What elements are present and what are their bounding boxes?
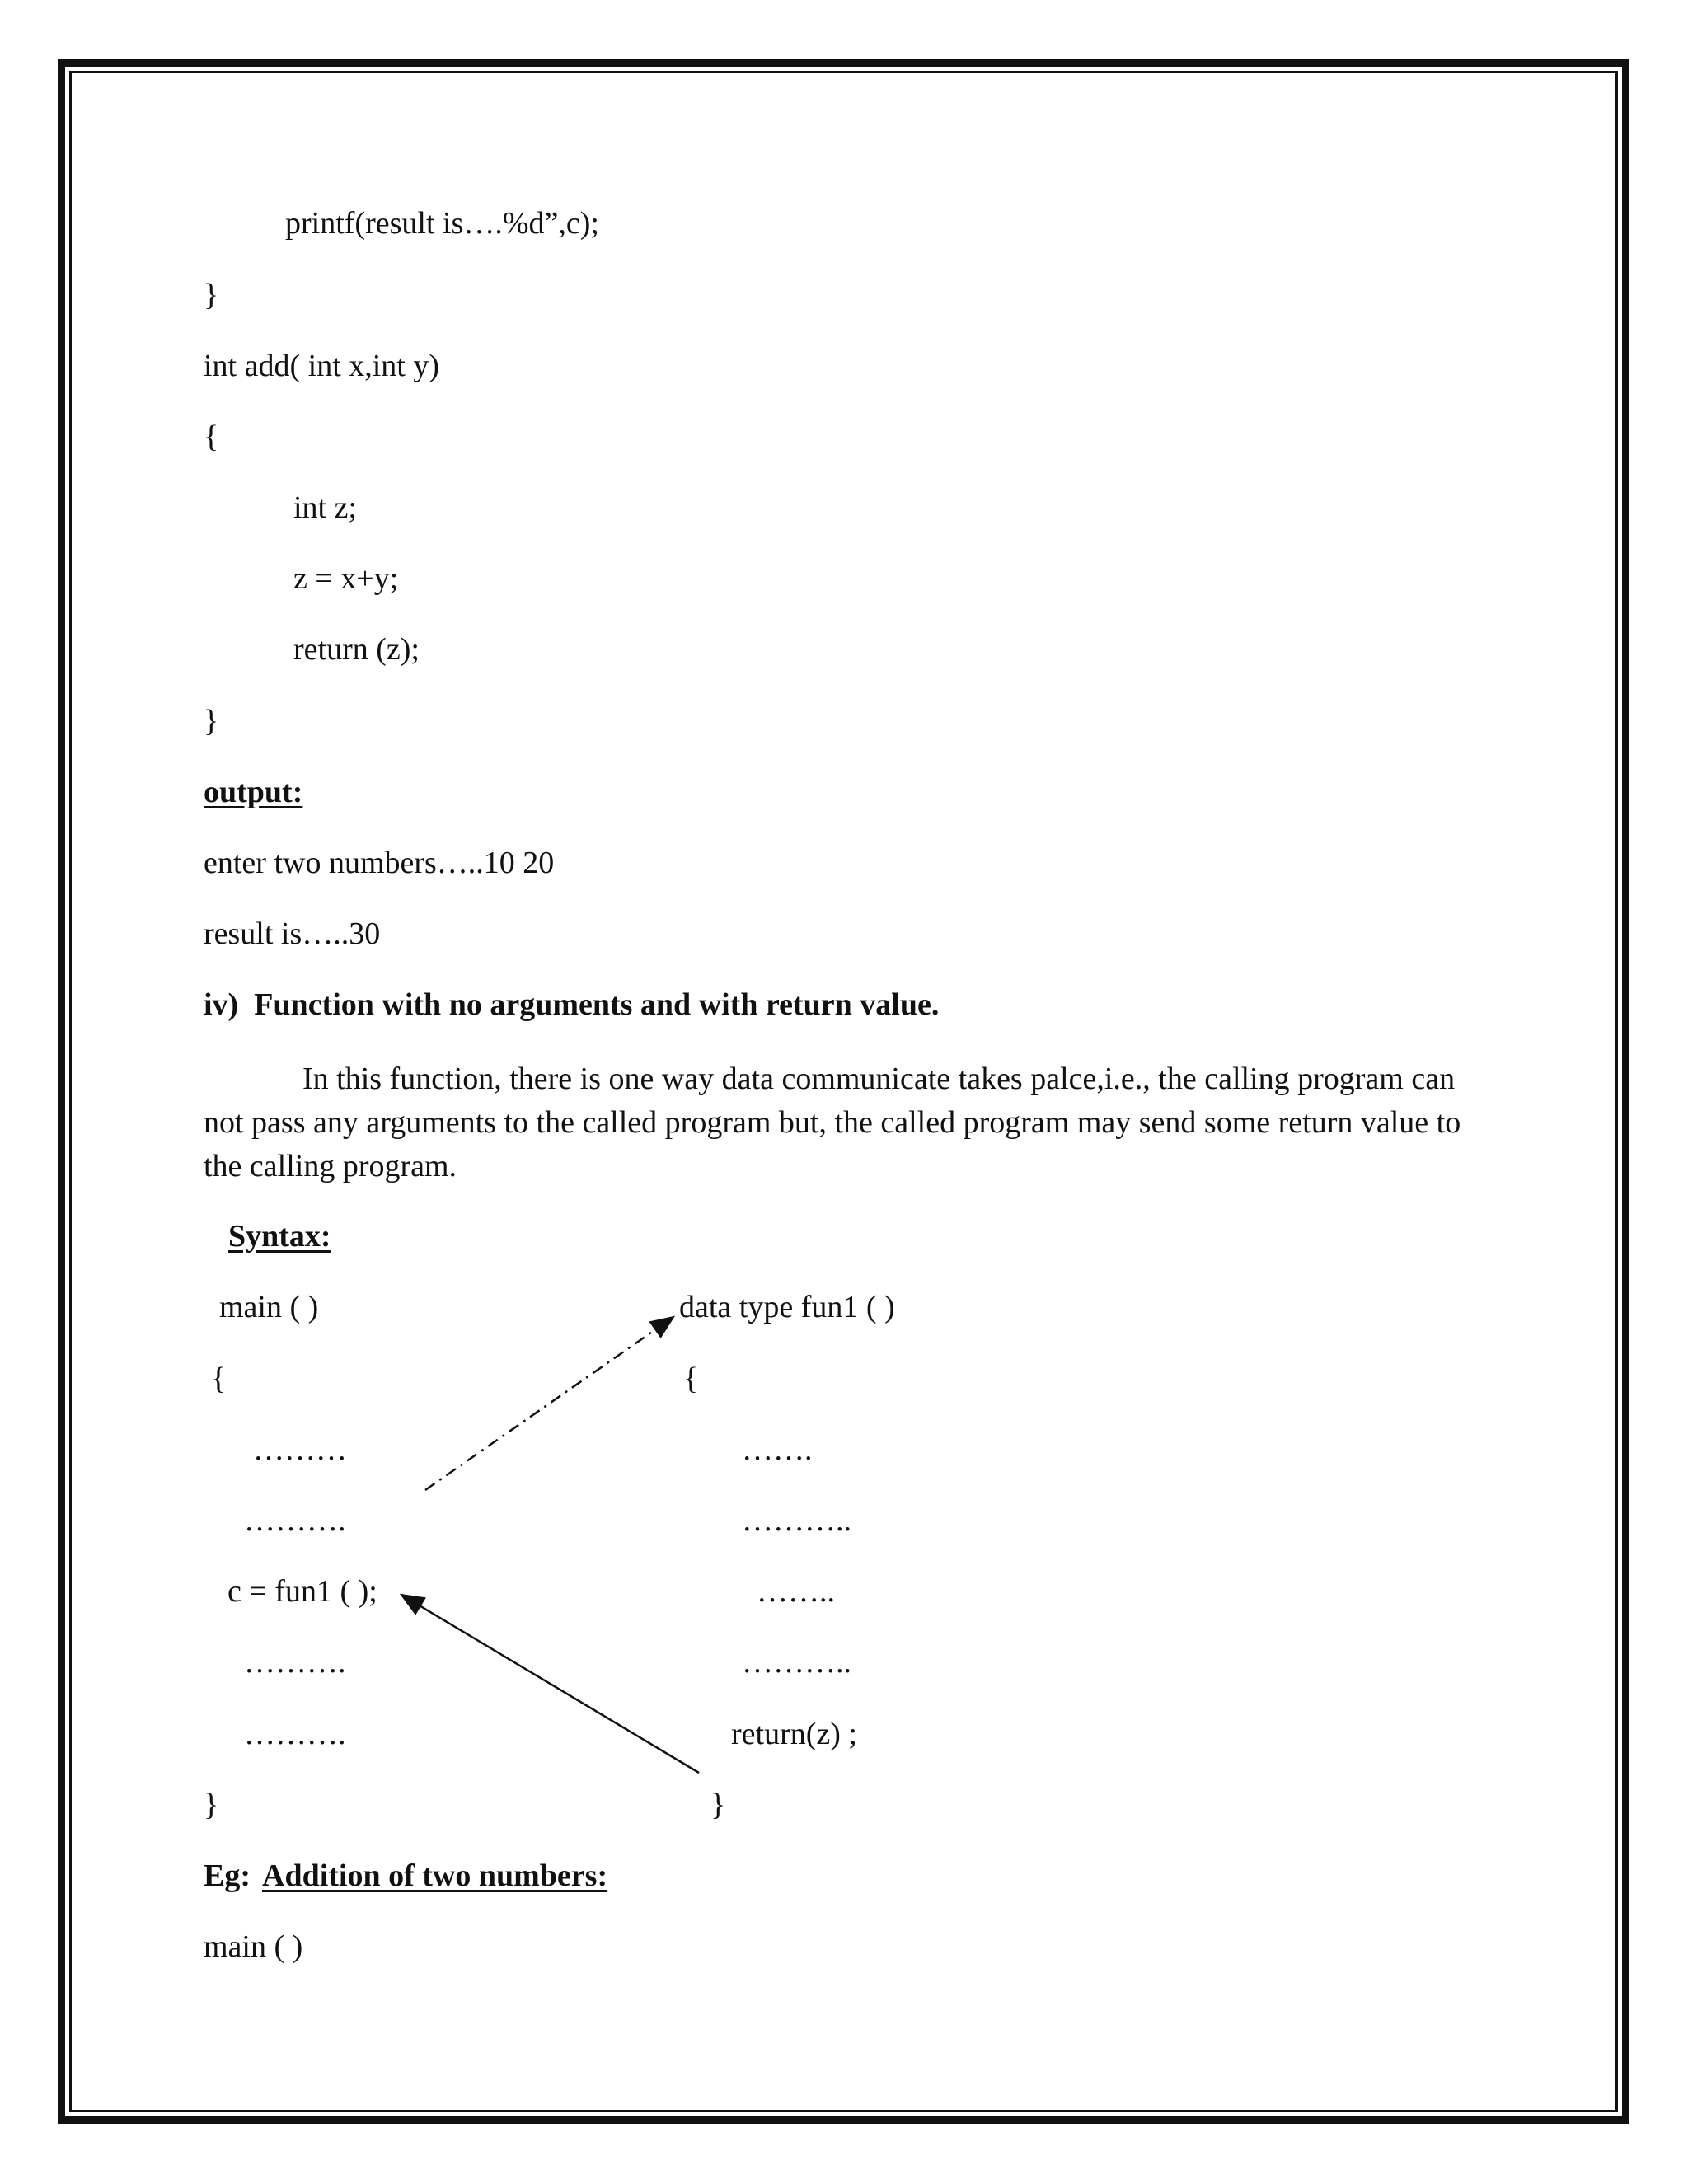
syntax-left-open-brace: { (211, 1361, 227, 1396)
code-line-assign: z = x+y; (293, 561, 399, 596)
syntax-left-dots-4: ………. (244, 1717, 346, 1751)
syntax-left-dots-2: ………. (244, 1503, 346, 1538)
syntax-right-close-brace: } (710, 1788, 726, 1822)
output-line-input: enter two numbers…..10 20 (204, 846, 555, 880)
syntax-right-head: data type fun1 ( ) (679, 1290, 895, 1324)
return-arrow-solid (401, 1595, 699, 1773)
section-paragraph: In this function, there is one way data communicate takes palce,i.e., the calling program can not pass any arguments to the called program but, the called program may send some return value to the calling program. (204, 1062, 1461, 1183)
code-line-close-brace: } (204, 278, 219, 312)
code-line-close-brace-2: } (204, 704, 219, 738)
call-arrow-dashed (425, 1317, 673, 1490)
syntax-right-dots-4: ……….. (742, 1645, 851, 1680)
syntax-right-dots-2: ……….. (742, 1503, 851, 1538)
code-line-open-brace: { (204, 419, 219, 454)
example-title: Addition of two numbers: (262, 1858, 608, 1893)
syntax-left-close-brace: } (204, 1788, 219, 1822)
code-line-add-signature: int add( int x,int y) (204, 349, 440, 383)
section-heading: iv) Function with no arguments and with return value. (204, 987, 940, 1022)
syntax-right-dots-1: ……. (742, 1432, 813, 1467)
code-line-int-z: int z; (293, 490, 358, 525)
syntax-right-dots-3: …….. (757, 1574, 835, 1609)
syntax-heading: Syntax: (228, 1219, 331, 1254)
output-heading: output: (204, 775, 303, 809)
code-line-return: return (z); (293, 632, 420, 667)
example-prefix: Eg: (204, 1858, 251, 1893)
syntax-right-open-brace: { (683, 1361, 699, 1396)
syntax-left-head: main ( ) (219, 1290, 319, 1324)
syntax-left-call: c = fun1 ( ); (227, 1574, 377, 1609)
example-main-line: main ( ) (204, 1929, 303, 1964)
output-line-result: result is…..30 (204, 916, 381, 951)
syntax-right-return: return(z) ; (731, 1717, 857, 1751)
syntax-left-dots-3: ………. (244, 1645, 346, 1680)
code-line-printf: printf(result is….%d”,c); (285, 206, 599, 241)
syntax-left-dots-1: ……… (253, 1432, 347, 1467)
